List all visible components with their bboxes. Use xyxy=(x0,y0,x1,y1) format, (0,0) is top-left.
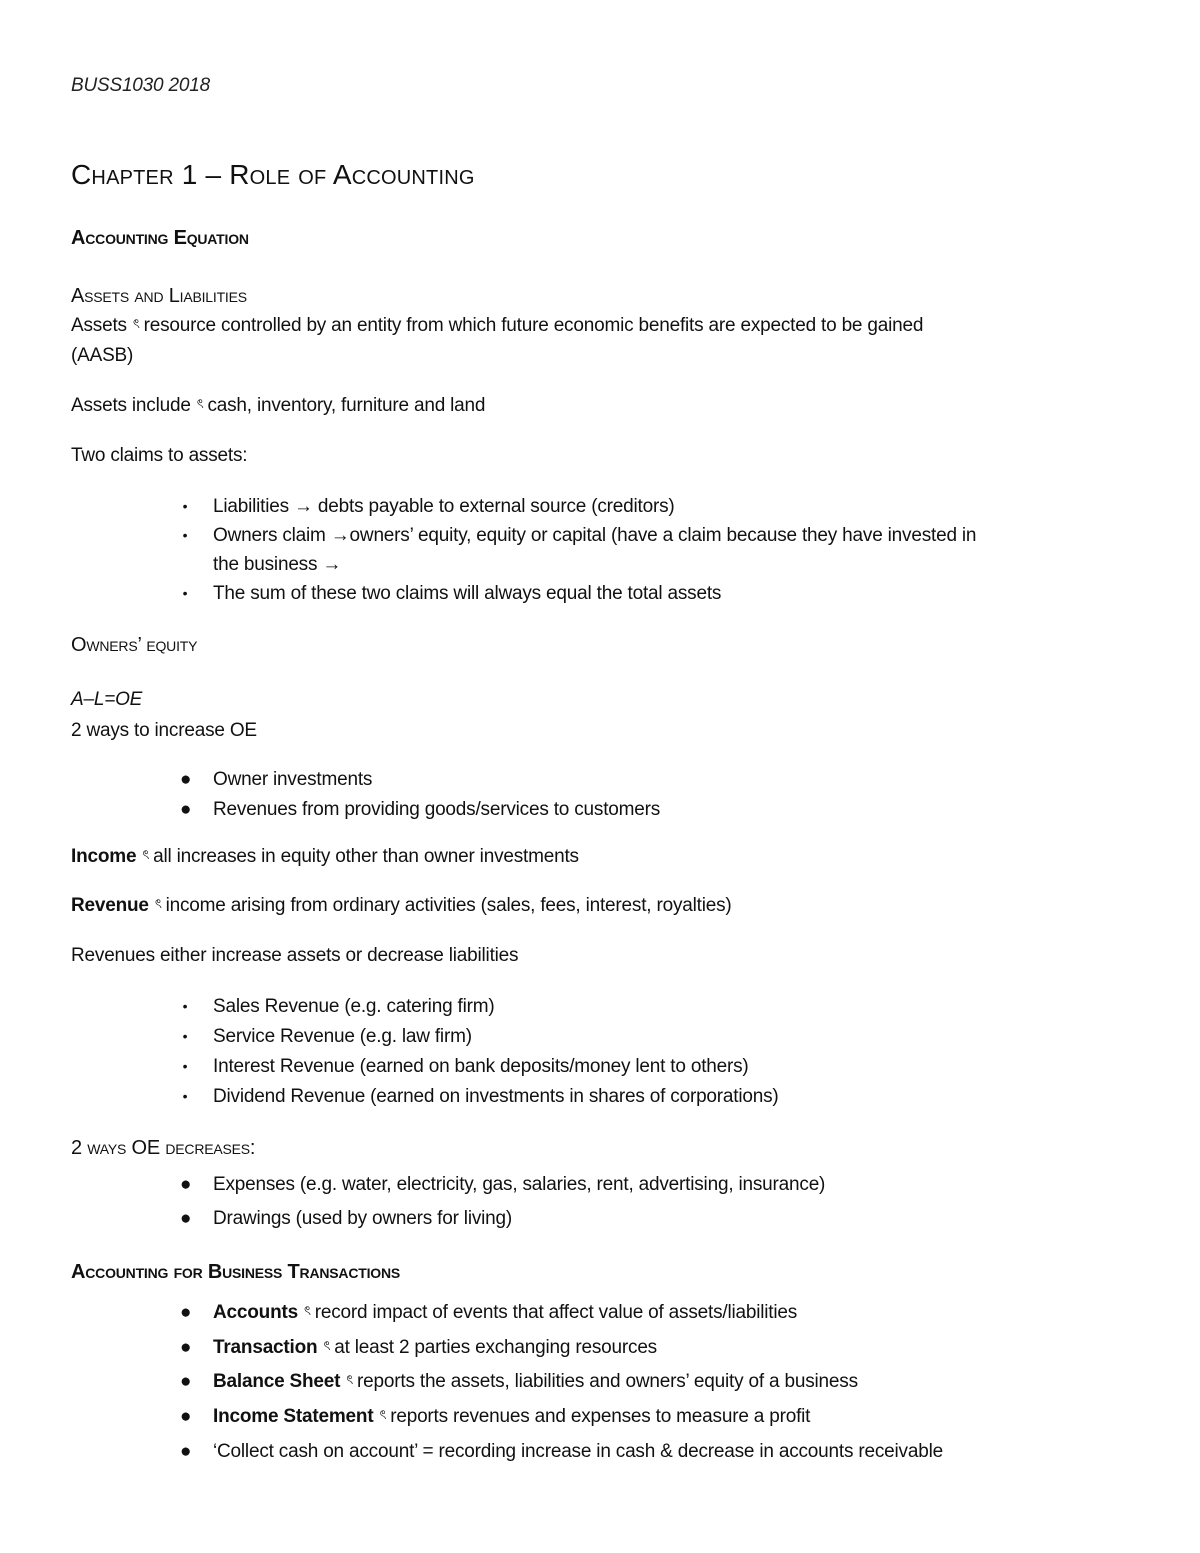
assets-term: Assets xyxy=(71,315,127,336)
chapter-title: Chapter 1 – Role of Accounting xyxy=(71,159,475,190)
list-item-text: The sum of these two claims will always equal the total assets xyxy=(213,583,722,604)
bullet-icon: • xyxy=(182,998,188,1014)
bullet-icon: ● xyxy=(180,1371,192,1392)
list-item-text: Sales Revenue (e.g. catering firm) xyxy=(213,996,495,1017)
list-item-text: ‘Collect cash on account’ = recording increase in cash & decrease in accounts receivable xyxy=(213,1441,943,1462)
list-item-text: Liabilities → debts payable to external source (creditors) xyxy=(213,496,675,517)
income-text: all increases in equity other than owner investments xyxy=(153,846,579,867)
definition-marker-icon: ৎ xyxy=(303,1303,311,1318)
revenues-effect: Revenues either increase assets or decrease liabilities xyxy=(71,945,519,966)
definition-marker-icon: ৎ xyxy=(154,896,162,911)
list-item xyxy=(182,1022,1113,1051)
list-item xyxy=(180,1402,1113,1432)
income-term: Income xyxy=(71,846,137,867)
list-item xyxy=(182,1052,1113,1081)
bullet-icon: ● xyxy=(180,1337,192,1358)
list-item xyxy=(182,992,1113,1021)
list-item xyxy=(182,492,1113,521)
bullet-icon: • xyxy=(182,585,188,601)
list-item-text: at least 2 parties exchanging resources xyxy=(334,1337,657,1358)
revenue-definition xyxy=(71,894,732,919)
subheading-assets-liabilities: Assets and Liabilities xyxy=(71,285,247,307)
list-item-text: Owners claim →owners’ equity, equity or capital (have a claim because they have invested in xyxy=(213,525,977,546)
revenue-term: Revenue xyxy=(71,895,149,916)
bullet-icon: ● xyxy=(180,799,192,820)
section-heading-accounting-equation: Accounting Equation xyxy=(71,227,249,249)
bullet-icon: ● xyxy=(180,1208,192,1229)
list-item xyxy=(180,1333,1113,1363)
list-item xyxy=(182,1082,1113,1111)
bullet-icon: ● xyxy=(180,1302,192,1323)
assets-definition-cont: (AASB) xyxy=(71,345,134,366)
list-item-text: reports the assets, liabilities and owners’ equity of a business xyxy=(357,1371,858,1392)
definition-marker-icon: ৎ xyxy=(379,1407,387,1422)
list-item-text: Interest Revenue (earned on bank deposits/money lent to others) xyxy=(213,1056,749,1077)
bullet-icon: ● xyxy=(180,1406,192,1427)
list-item-text: Service Revenue (e.g. law firm) xyxy=(213,1026,472,1047)
list-item-term: Income Statement xyxy=(213,1406,374,1427)
list-item xyxy=(180,795,1113,824)
definition-marker-icon: ৎ xyxy=(346,1372,354,1387)
list-item xyxy=(180,1170,1113,1199)
equation-formula: A–L=OE xyxy=(71,689,143,710)
section-heading-business-transactions: Accounting for Business Transactions xyxy=(71,1261,401,1283)
list-item xyxy=(180,1298,1113,1328)
list-item-text: record impact of events that affect value of assets/liabilities xyxy=(314,1302,798,1323)
definition-marker-icon: ৎ xyxy=(132,316,140,331)
list-item-text: Owner investments xyxy=(213,769,373,790)
bullet-icon: ● xyxy=(180,1441,192,1462)
subheading-owners-equity: Owners’ equity xyxy=(71,634,198,656)
income-definition xyxy=(71,845,579,870)
list-item-text-cont: the business → xyxy=(213,554,342,575)
bullet-icon: ● xyxy=(180,769,192,790)
assets-definition-text: resource controlled by an entity from which future economic benefits are expected to be gained xyxy=(143,315,924,336)
list-item xyxy=(182,521,1113,579)
list-item xyxy=(180,1367,1113,1397)
bullet-icon: • xyxy=(182,498,188,514)
subheading-oe-decreases: 2 ways OE decreases: xyxy=(71,1137,256,1159)
definition-marker-icon: ৎ xyxy=(323,1338,331,1353)
bullet-icon: • xyxy=(182,1028,188,1044)
list-item xyxy=(180,1437,1113,1466)
revenue-text: income arising from ordinary activities (sales, fees, interest, royalties) xyxy=(165,895,732,916)
list-item-text: Expenses (e.g. water, electricity, gas, salaries, rent, advertising, insurance) xyxy=(213,1174,826,1195)
list-item-text: Dividend Revenue (earned on investments in shares of corporations) xyxy=(213,1086,779,1107)
increase-oe-intro: 2 ways to increase OE xyxy=(71,720,257,741)
list-item-text: reports revenues and expenses to measure a profit xyxy=(390,1406,811,1427)
list-item-text: Revenues from providing goods/services to customers xyxy=(213,799,661,820)
assets-definition xyxy=(71,314,923,339)
list-item xyxy=(180,765,1113,794)
course-header: BUSS1030 2018 xyxy=(71,75,210,96)
assets-include xyxy=(71,394,485,419)
assets-include-text: cash, inventory, furniture and land xyxy=(207,395,486,416)
assets-include-term: Assets include xyxy=(71,395,191,416)
definition-marker-icon: ৎ xyxy=(142,847,150,862)
list-item xyxy=(180,1204,1113,1233)
list-item xyxy=(182,579,1113,608)
bullet-icon: • xyxy=(182,527,188,543)
list-item-text: Drawings (used by owners for living) xyxy=(213,1208,513,1229)
list-item-term: Accounts xyxy=(213,1302,298,1323)
bullet-icon: ● xyxy=(180,1174,192,1195)
definition-marker-icon: ৎ xyxy=(196,396,204,411)
list-item-term: Balance Sheet xyxy=(213,1371,341,1392)
two-claims-intro: Two claims to assets: xyxy=(71,445,248,466)
list-item-term: Transaction xyxy=(213,1337,318,1358)
bullet-icon: • xyxy=(182,1088,188,1104)
bullet-icon: • xyxy=(182,1058,188,1074)
